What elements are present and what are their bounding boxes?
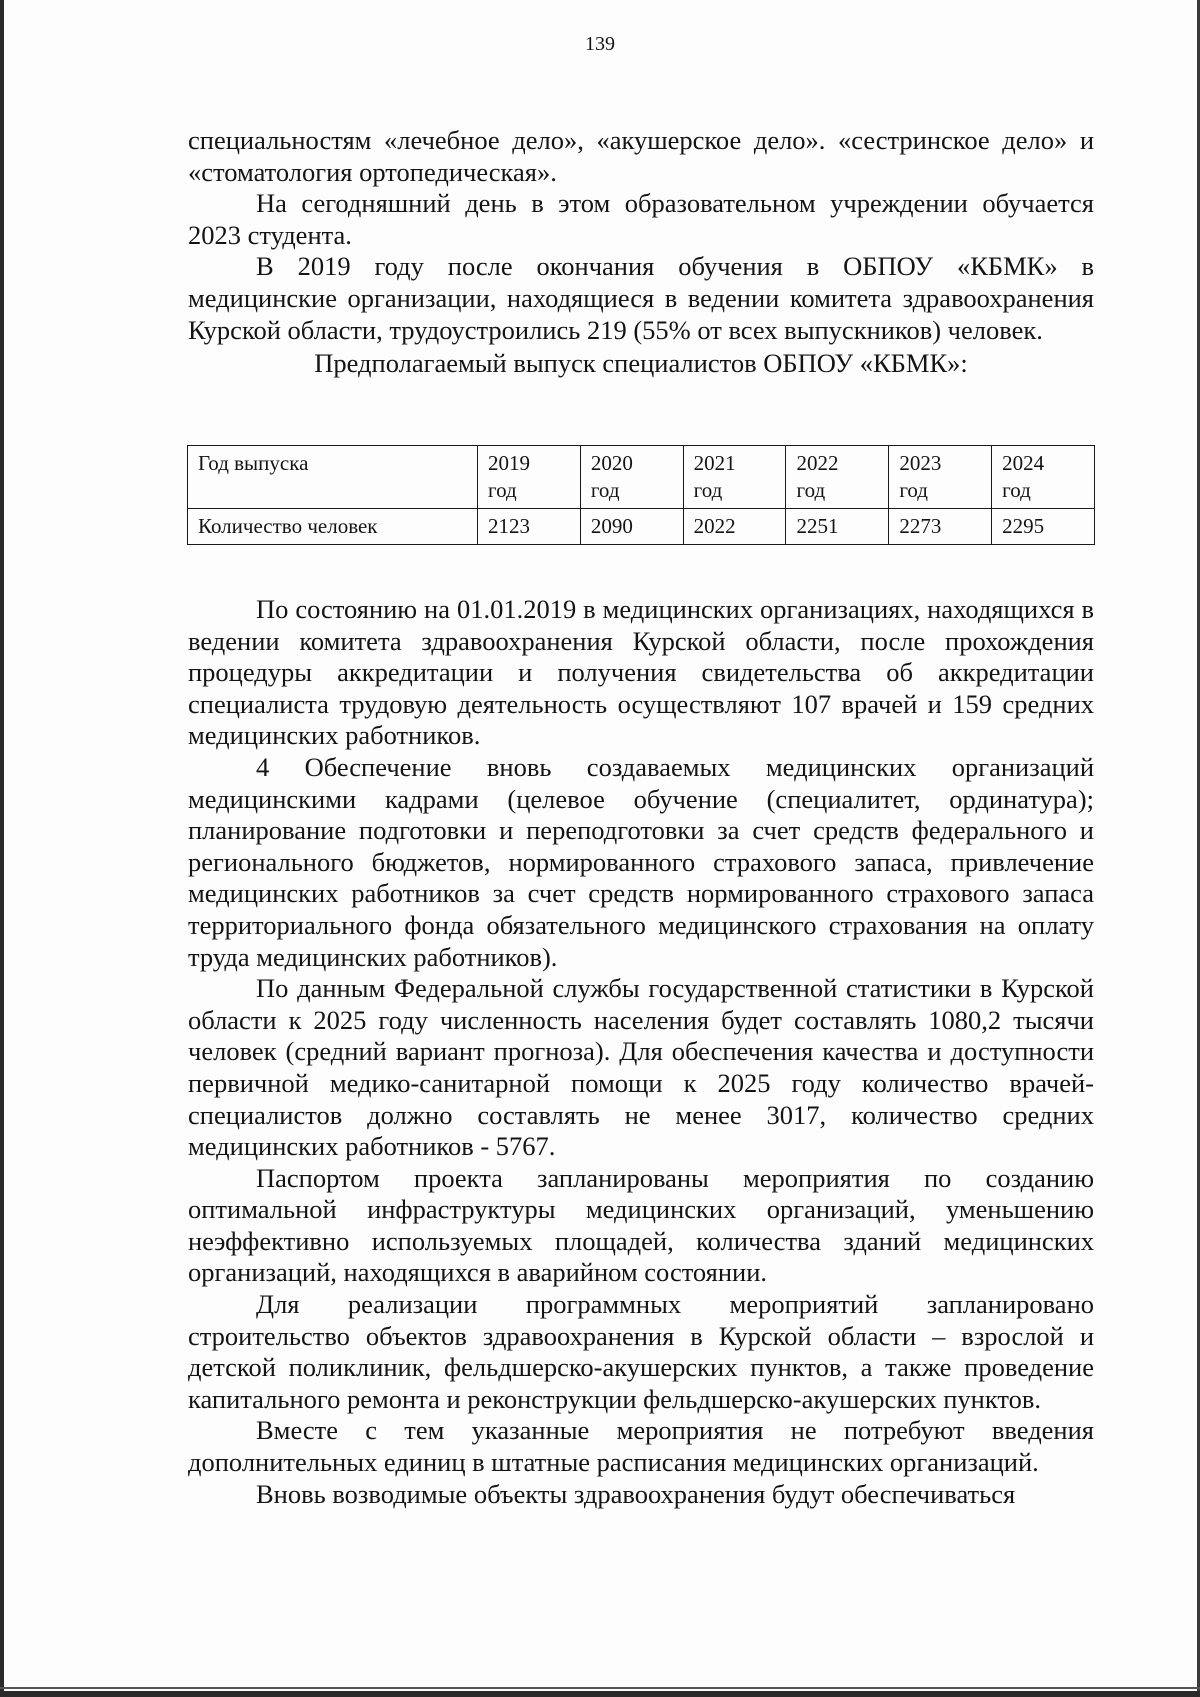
table-cell-year: 2021 год <box>683 446 786 509</box>
table-cell-label: Год выпуска <box>188 446 478 509</box>
table-cell-count: 2295 <box>992 509 1095 545</box>
table-cell-year: 2022 год <box>786 446 889 509</box>
table-cell-year: 2024 год <box>992 446 1095 509</box>
page-number: 139 <box>585 33 615 55</box>
table-cell-year: 2023 год <box>889 446 992 509</box>
table-cell-count: 2251 <box>786 509 889 545</box>
scan-edge-left <box>0 0 4 1697</box>
paragraph: Вместе с тем указанные мероприятия не потребуют введения дополнительных единиц в штатные расписания медицинских организаций. <box>188 1415 1094 1478</box>
table-row-years <box>188 446 1095 509</box>
paragraph: Для реализации программных мероприятий запланировано строительство объектов здравоохранения в Курской области – взрослой и детской поликлиник, фельдшерско-акушерских пунктов, а также проведение капитального ремонта и реконструкции фельдшерско-акушерских пунктов. <box>188 1289 1094 1414</box>
paragraph: Вновь возводимые объекты здравоохранения будут обеспечиваться <box>256 1478 1016 1509</box>
text-block-top <box>188 125 1094 380</box>
table-cell-count: 2273 <box>889 509 992 545</box>
table-row-counts <box>188 509 1095 545</box>
scan-edge-bottom <box>0 1691 1200 1697</box>
paragraph: По состоянию на 01.01.2019 в медицинских организациях, находящихся в ведении комитета здравоохранения Курской области, после прохождения процедуры аккредитации и получения свидетельства об аккредитации специалиста трудовую деятельность осуществляют 107 врачей и 159 средних медицинских работников. <box>188 594 1094 751</box>
table-cell-year: 2020 год <box>580 446 683 509</box>
table-cell-year: 2019 год <box>478 446 581 509</box>
text-block-bottom <box>188 594 1094 1510</box>
scan-edge-bottom-line <box>0 1687 1200 1689</box>
paragraph: специальностям «лечебное дело», «акушерское дело». «сестринское дело» и «стоматология ортопедическая». <box>188 125 1094 187</box>
graduates-table <box>187 445 1095 545</box>
table-cell-count: 2090 <box>580 509 683 545</box>
table-cell-count: 2022 <box>683 509 786 545</box>
table-caption: Предполагаемый выпуск специалистов ОБПОУ «КБМК»: <box>314 348 968 379</box>
paragraph: По данным Федеральной службы государственной статистики в Курской области к 2025 году численность населения будет составлять 1080,2 тысячи человек (средний вариант прогноза). Для обеспечения качества и доступности первичной медико-санитарной помощи к 2025 году количество врачей-специалистов должно составлять не менее 3017, количество средних медицинских работников - 5767. <box>188 973 1094 1162</box>
table-cell-count: 2123 <box>478 509 581 545</box>
paragraph: Паспортом проекта запланированы мероприятия по созданию оптимальной инфраструктуры медицинских организаций, уменьшению неэффективно используемых площадей, количества зданий медицинских организаций, находящихся в аварийном состоянии. <box>188 1162 1094 1288</box>
paragraph: 4 Обеспечение вновь создаваемых медицинских организаций медицинскими кадрами (целевое обучение (специалитет, ординатура); планирование подготовки и переподготовки за счет средств федерального и регионального бюджетов, нормированного страхового запаса, привлечение медицинских работников за счет средств нормированного страхового запаса территориального фонда обязательного медицинского страхования на оплату труда медицинских работников). <box>188 751 1094 972</box>
paragraph: На сегодняшний день в этом образовательном учреждении обучается 2023 студента. <box>188 188 1094 250</box>
table-cell-label: Количество человек <box>188 509 478 545</box>
paragraph: В 2019 году после окончания обучения в ОБПОУ «КБМК» в медицинские организации, находящиеся в ведении комитета здравоохранения Курской области, трудоустроились 219 (55% от всех выпускников) человек. <box>188 251 1094 345</box>
